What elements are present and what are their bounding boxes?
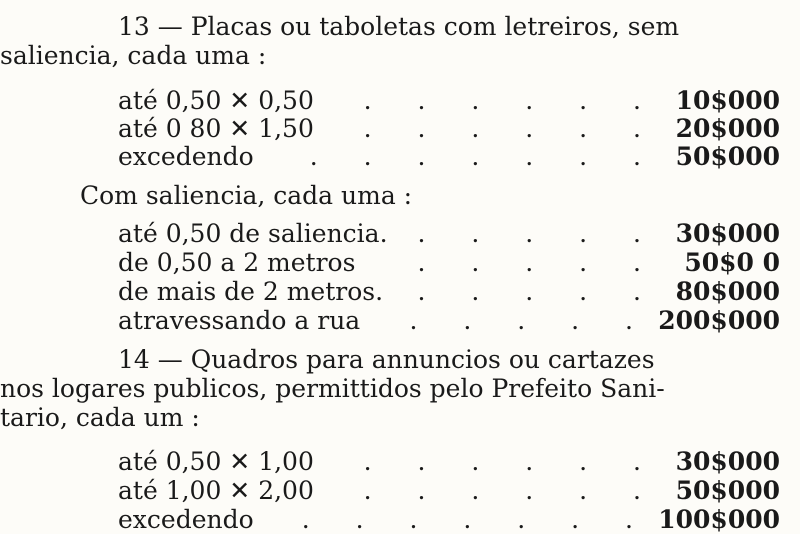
row-label: de mais de 2 metros. bbox=[118, 277, 384, 306]
item-13-heading-cont: saliencia, cada uma : bbox=[0, 41, 267, 70]
price-row bbox=[118, 306, 780, 335]
leader-dots: . . . . . bbox=[409, 306, 652, 335]
row-price: 100$000 bbox=[658, 505, 780, 534]
row-price: 50$000 bbox=[675, 142, 780, 171]
price-row bbox=[118, 447, 780, 476]
row-label: atravessando a rua bbox=[118, 306, 361, 335]
price-row bbox=[118, 248, 780, 277]
row-price: 30$000 bbox=[675, 219, 780, 248]
row-label: até 0,50 de saliencia. bbox=[118, 219, 388, 248]
leader-dots: . . . . . . . bbox=[309, 142, 660, 171]
row-label: até 0,50 ✕ 1,00 bbox=[118, 447, 314, 476]
leader-dots: . . . . . . . bbox=[301, 505, 652, 534]
row-label: excedendo bbox=[118, 142, 254, 171]
row-label: até 0 80 ✕ 1,50 bbox=[118, 114, 314, 143]
leader-dots: . . . . . bbox=[417, 219, 660, 248]
item-14-heading: 14 — Quadros para annuncios ou cartazes bbox=[118, 345, 655, 374]
row-label: de 0,50 a 2 metros bbox=[118, 248, 356, 277]
leader-dots: . . . . . . bbox=[363, 114, 660, 143]
price-row bbox=[118, 277, 780, 306]
leader-dots: . . . . . . bbox=[363, 86, 660, 115]
leader-dots: . . . . . bbox=[417, 248, 660, 277]
row-price: 10$000 bbox=[675, 86, 780, 115]
com-saliencia-heading: Com saliencia, cada uma : bbox=[80, 181, 413, 210]
leader-dots: . . . . . bbox=[417, 277, 660, 306]
price-row bbox=[118, 114, 780, 143]
row-label: até 0,50 ✕ 0,50 bbox=[118, 86, 314, 115]
price-row bbox=[118, 505, 780, 534]
leader-dots: . . . . . . bbox=[363, 447, 660, 476]
row-price: 80$000 bbox=[675, 277, 780, 306]
row-price: 50$0 0 bbox=[684, 248, 780, 277]
item-14-heading-cont: nos logares publicos, permittidos pelo Prefeito Sani- bbox=[0, 374, 665, 403]
row-price: 30$000 bbox=[675, 447, 780, 476]
price-row bbox=[118, 219, 780, 248]
item-13-heading: 13 — Placas ou taboletas com letreiros, sem bbox=[118, 12, 680, 41]
price-row bbox=[118, 142, 780, 171]
leader-dots: . . . . . . bbox=[363, 476, 660, 505]
price-row bbox=[118, 86, 780, 115]
price-row bbox=[118, 476, 780, 505]
row-price: 50$000 bbox=[675, 476, 780, 505]
row-label: até 1,00 ✕ 2,00 bbox=[118, 476, 314, 505]
row-label: excedendo bbox=[118, 505, 254, 534]
row-price: 200$000 bbox=[658, 306, 780, 335]
item-14-heading-cont-2: tario, cada um : bbox=[0, 403, 200, 432]
row-price: 20$000 bbox=[675, 114, 780, 143]
